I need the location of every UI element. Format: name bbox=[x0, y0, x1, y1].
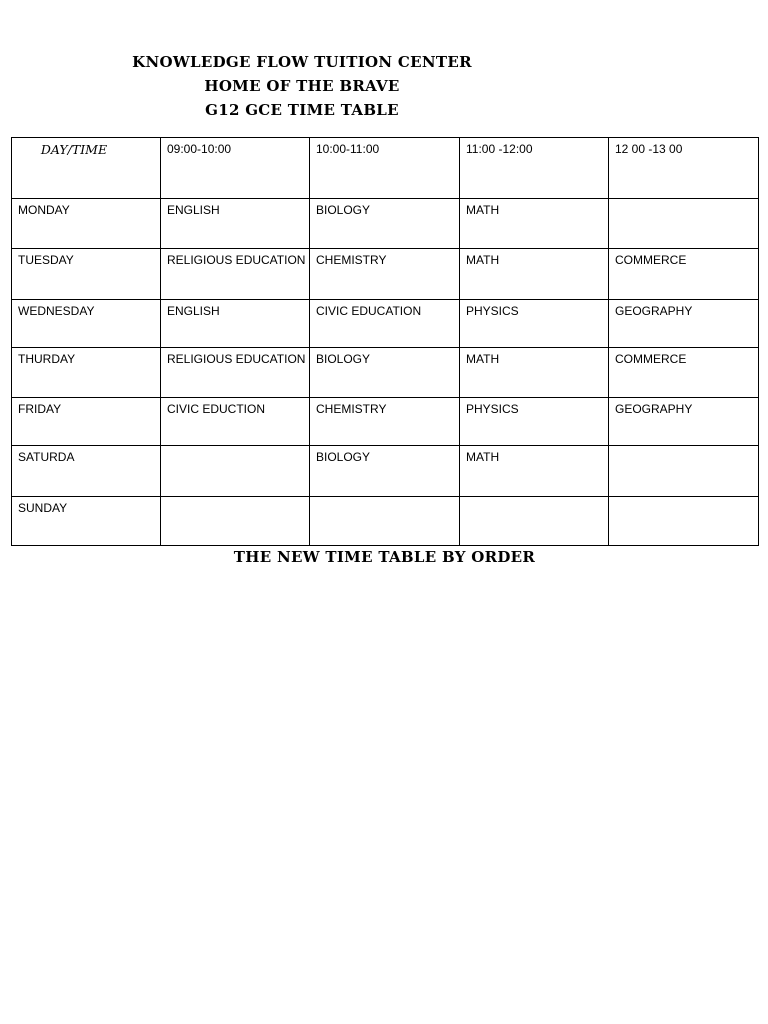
header-row bbox=[12, 138, 759, 199]
motto: HOME OF THE BRAVE bbox=[204, 77, 400, 95]
day-cell: SATURDA bbox=[12, 446, 161, 497]
subject-cell bbox=[609, 497, 759, 546]
time-slot-header: 10:00-11:00 bbox=[310, 138, 460, 199]
day-time-header: DAY/TIME bbox=[12, 138, 161, 199]
day-cell: MONDAY bbox=[12, 199, 161, 249]
table-row bbox=[12, 398, 759, 446]
subject-cell: MATH bbox=[460, 446, 609, 497]
subject-cell: MATH bbox=[460, 348, 609, 398]
table-row bbox=[12, 199, 759, 249]
subject-cell: CIVIC EDUCATION bbox=[310, 300, 460, 348]
subject-cell: CHEMISTRY bbox=[310, 249, 460, 300]
table-row bbox=[12, 446, 759, 497]
subject-cell bbox=[609, 446, 759, 497]
subject-cell: COMMERCE bbox=[609, 249, 759, 300]
subject-cell bbox=[161, 497, 310, 546]
day-cell: THURDAY bbox=[12, 348, 161, 398]
time-slot-header: 11:00 -12:00 bbox=[460, 138, 609, 199]
subject-cell bbox=[161, 446, 310, 497]
subject-cell: ENGLISH bbox=[161, 199, 310, 249]
table-caption: THE NEW TIME TABLE BY ORDER bbox=[233, 548, 536, 566]
subject-cell bbox=[609, 199, 759, 249]
subject-cell: RELIGIOUS EDUCATION bbox=[161, 348, 310, 398]
timetable-title: G12 GCE TIME TABLE bbox=[205, 101, 399, 119]
time-slot-header: 09:00-10:00 bbox=[161, 138, 310, 199]
subject-cell: MATH bbox=[460, 199, 609, 249]
timetable bbox=[11, 137, 759, 546]
day-cell: TUESDAY bbox=[12, 249, 161, 300]
table-row bbox=[12, 497, 759, 546]
subject-cell: BIOLOGY bbox=[310, 446, 460, 497]
subject-cell bbox=[460, 497, 609, 546]
subject-cell: BIOLOGY bbox=[310, 348, 460, 398]
subject-cell: CIVIC EDUCTION bbox=[161, 398, 310, 446]
time-slot-header: 12 00 -13 00 bbox=[609, 138, 759, 199]
table-row bbox=[12, 249, 759, 300]
subject-cell: PHYSICS bbox=[460, 398, 609, 446]
subject-cell: PHYSICS bbox=[460, 300, 609, 348]
day-cell: FRIDAY bbox=[12, 398, 161, 446]
table-row bbox=[12, 348, 759, 398]
table-row bbox=[12, 300, 759, 348]
document-header bbox=[0, 50, 604, 122]
subject-cell: GEOGRAPHY bbox=[609, 398, 759, 446]
subject-cell: RELIGIOUS EDUCATION bbox=[161, 249, 310, 300]
subject-cell: CHEMISTRY bbox=[310, 398, 460, 446]
subject-cell: MATH bbox=[460, 249, 609, 300]
center-name: KNOWLEDGE FLOW TUITION CENTER bbox=[132, 53, 472, 71]
subject-cell bbox=[310, 497, 460, 546]
subject-cell: BIOLOGY bbox=[310, 199, 460, 249]
day-cell: WEDNESDAY bbox=[12, 300, 161, 348]
subject-cell: ENGLISH bbox=[161, 300, 310, 348]
subject-cell: COMMERCE bbox=[609, 348, 759, 398]
subject-cell: GEOGRAPHY bbox=[609, 300, 759, 348]
day-cell: SUNDAY bbox=[12, 497, 161, 546]
